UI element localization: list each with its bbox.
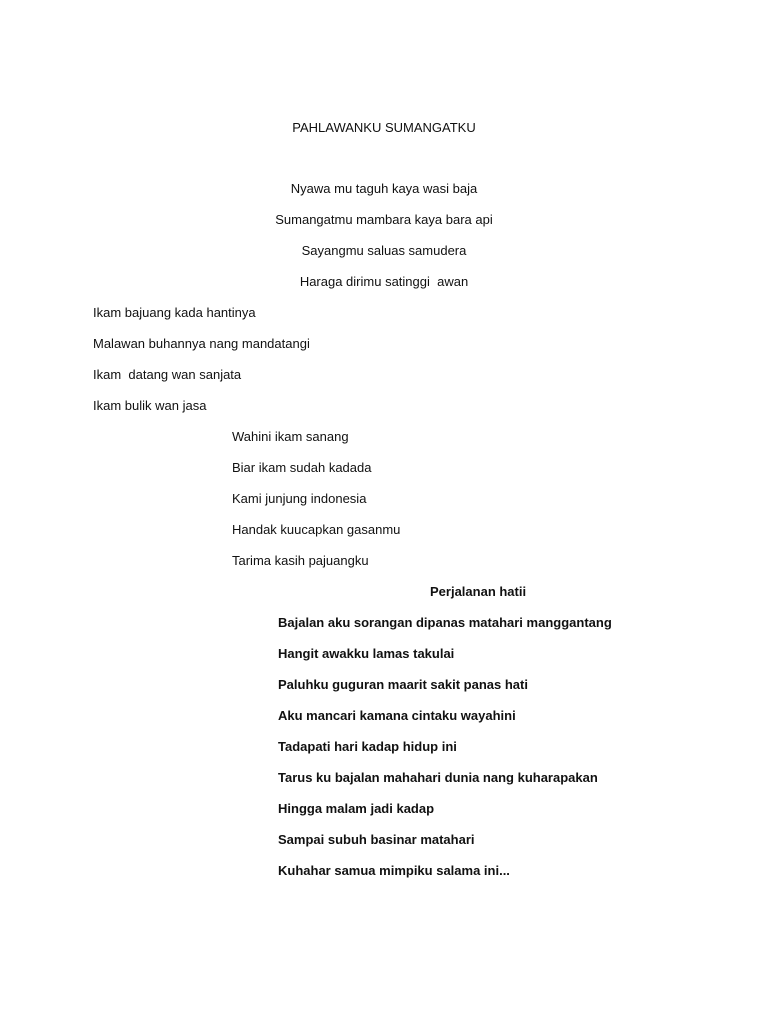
poem1-stanza1-line-4: Haraga dirimu satinggi awan (299, 274, 469, 289)
poem2-title: Perjalanan hatii (430, 584, 527, 599)
poem2-line-2: Hangit awakku lamas takulai (278, 646, 455, 661)
poem1-stanza3-line-1: Wahini ikam sanang (232, 429, 349, 444)
poem1-stanza2-line-1: Ikam bajuang kada hantinya (93, 305, 256, 320)
poem1-stanza3-line-3: Kami junjung indonesia (232, 491, 367, 506)
poem2-line-3: Paluhku guguran maarit sakit panas hati (278, 677, 528, 692)
poem1-stanza3-line-5: Tarima kasih pajuangku (232, 553, 369, 568)
poem1-stanza3-line-2: Biar ikam sudah kadada (232, 460, 372, 475)
poem2-line-4: Aku mancari kamana cintaku wayahini (278, 708, 516, 723)
poem2-line-6: Tarus ku bajalan mahahari dunia nang kuharapakan (278, 770, 598, 785)
poem2-line-5: Tadapati hari kadap hidup ini (278, 739, 457, 754)
poem2-line-8: Sampai subuh basinar matahari (278, 832, 475, 847)
poem1-stanza1-line-1: Nyawa mu taguh kaya wasi baja (290, 181, 478, 196)
poem2-line-9: Kuhahar samua mimpiku salama ini... (278, 863, 510, 878)
poem1-stanza2-line-4: Ikam bulik wan jasa (93, 398, 207, 413)
poem2-line-1: Bajalan aku sorangan dipanas matahari manggantang (278, 615, 612, 630)
poem1-stanza2-line-3: Ikam datang wan sanjata (93, 367, 242, 382)
poem1-stanza1-line-2: Sumangatmu mambara kaya bara api (275, 212, 493, 227)
poem1-title: PAHLAWANKU SUMANGATKU (292, 120, 476, 135)
poem1-stanza3-line-4: Handak kuucapkan gasanmu (232, 522, 401, 537)
poem1-stanza1-line-3: Sayangmu saluas samudera (301, 243, 467, 258)
poem1-stanza2-line-2: Malawan buhannya nang mandatangi (93, 336, 310, 351)
poem2-line-7: Hingga malam jadi kadap (278, 801, 435, 816)
